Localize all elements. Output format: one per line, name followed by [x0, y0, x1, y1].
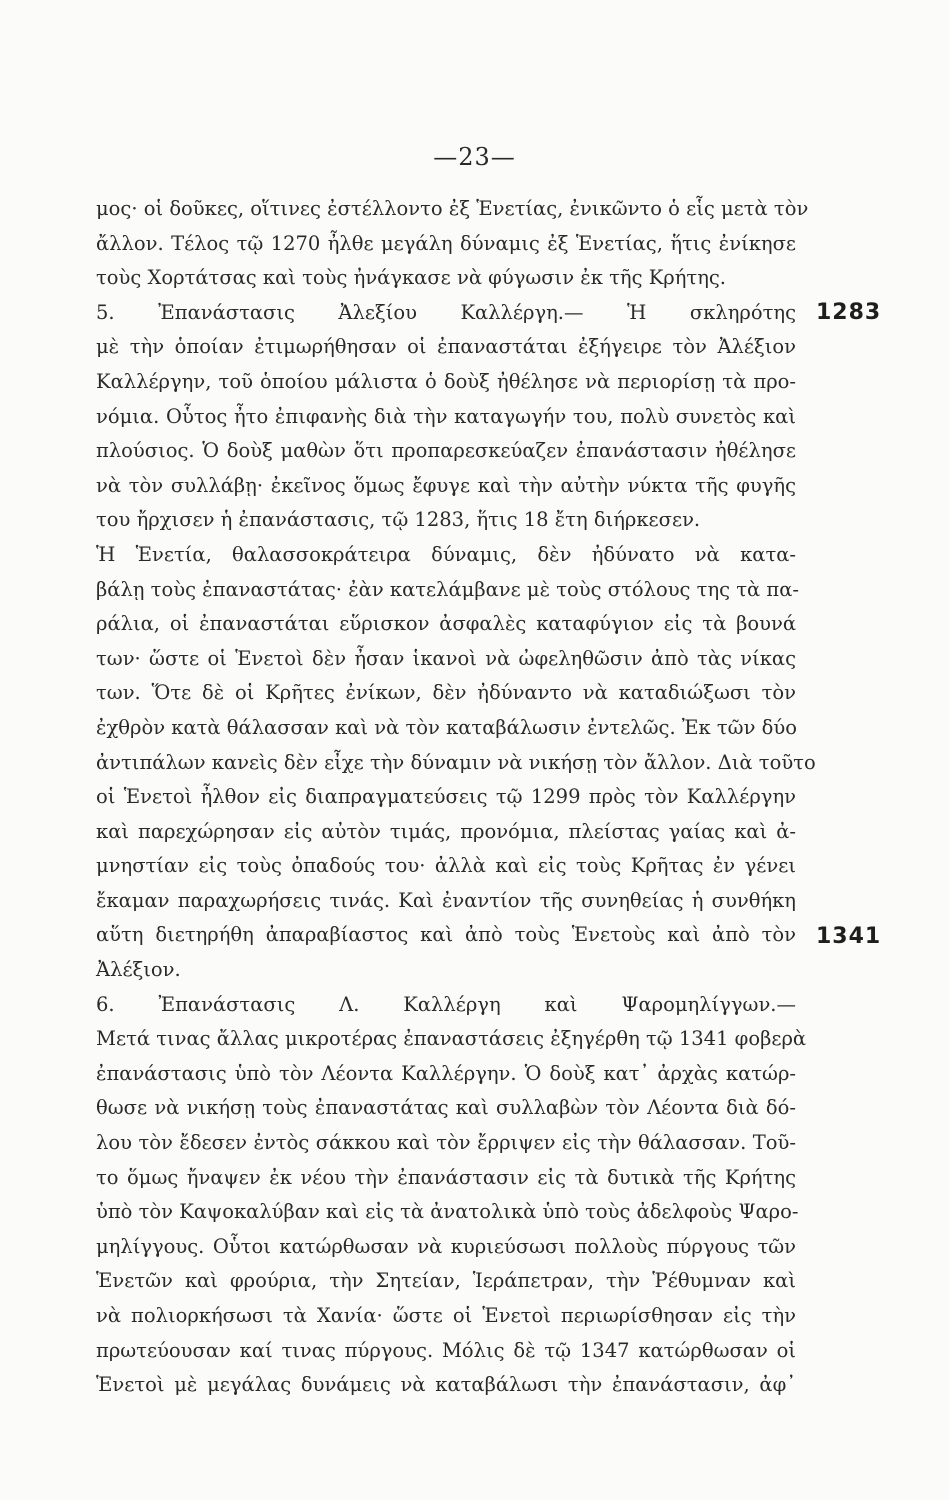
text-line-19: καὶ παρεχώρησαν εἰς αὐτὸν τιμάς, προνόμια, πλείστας γαίας καὶ ἀ-	[96, 819, 796, 843]
margin-year-note: 1283	[816, 300, 882, 325]
text-line-7: νόμια. Οὗτος ἦτο ἐπιφανὴς διὰ τὴν καταγωγήν του, πολὺ συνετὸς καὶ	[96, 404, 796, 428]
text-line-29: το ὅμως ἤναψεν ἐκ νέου τὴν ἐπανάστασιν εἰς τὰ δυτικὰ τῆς Κρήτης	[96, 1165, 796, 1189]
text-line-14: των· ὥστε οἱ Ἑνετοὶ δὲν ἦσαν ἱκανοὶ νὰ ὠφεληθῶσιν ἀπὸ τὰς νίκας	[96, 646, 796, 670]
text-line-25: Μετά τινας ἄλλας μικροτέρας ἐπαναστάσεις ἐξηγέρθη τῷ 1341 φοβερὰ	[96, 1027, 807, 1051]
page-number: —23—	[433, 143, 516, 171]
text-line-10: του ἤρχισεν ἡ ἐπανάστασις, τῷ 1283, ἥτις 18 ἔτη διήρκεσεν.	[96, 508, 701, 532]
text-line-31: μηλίγγους. Οὗτοι κατώρθωσαν νὰ κυριεύσωσι πολλοὺς πύργους τῶν	[96, 1234, 796, 1258]
text-line-27: θωσε νὰ νικήσῃ τοὺς ἐπαναστάτας καὶ συλλαβὼν τὸν Λέοντα διὰ δό-	[96, 1096, 796, 1120]
text-line-8: πλούσιος. Ὁ δοὺξ μαθὼν ὅτι προπαρεσκεύαζεν ἐπανάστασιν ἠθέλησε	[96, 439, 796, 463]
text-line-17: ἀντιπάλων κανεὶς δὲν εἶχε τὴν δύναμιν νὰ νικήσῃ τὸν ἄλλον. Διὰ τοῦτο	[96, 750, 816, 774]
margin-year-note: 1341	[816, 924, 882, 949]
text-line-30: ὑπὸ τὸν Καψοκαλύβαν καὶ εἰς τὰ ἀνατολικὰ ὑπὸ τοὺς ἀδελφοὺς Ψαρο-	[96, 1200, 799, 1224]
text-line-22: αὕτη διετηρήθη ἀπαραβίαστος καὶ ἀπὸ τοὺς Ἑνετοὺς καὶ ἀπὸ τὸν	[96, 923, 796, 947]
text-line-13: ράλια, οἱ ἐπαναστάται εὕρισκον ἀσφαλὲς καταφύγιον εἰς τὰ βουνά	[96, 612, 796, 636]
text-line-26: ἐπανάστασις ὑπὸ τὸν Λέοντα Καλλέργην. Ὁ δοὺξ κατ᾽ ἀρχὰς κατώρ-	[96, 1061, 796, 1085]
text-line-32: Ἑνετῶν καὶ φρούρια, τὴν Σητείαν, Ἱεράπετραν, τὴν Ῥέθυμναν καὶ	[96, 1269, 796, 1293]
text-line-9: νὰ τὸν συλλάβῃ· ἐκεῖνος ὅμως ἔφυγε καὶ τὴν αὐτὴν νύκτα τῆς φυγῆς	[96, 473, 796, 497]
text-line-33: νὰ πολιορκήσωσι τὰ Χανία· ὥστε οἱ Ἑνετοὶ περιωρίσθησαν εἰς τὴν	[96, 1304, 796, 1327]
text-line-6: Καλλέργην, τοῦ ὁποίου μάλιστα ὁ δοὺξ ἠθέλησε νὰ περιορίσῃ τὰ προ-	[96, 369, 796, 393]
section-heading-5: 5. Ἐπανάστασις Ἀλεξίου Καλλέργη.— Ἡ σκληρότης	[96, 300, 796, 324]
text-line-35: Ἑνετοὶ μὲ μεγάλας δυνάμεις νὰ καταβάλωσι τὴν ἐπανάστασιν, ἀφ᾽	[96, 1373, 796, 1397]
text-line-20: μνηστίαν εἰς τοὺς ὀπαδούς του· ἀλλὰ καὶ εἰς τοὺς Κρῆτας ἐν γένει	[96, 854, 796, 878]
text-line-12: βάλῃ τοὺς ἐπαναστάτας· ἐὰν κατελάμβανε μὲ τοὺς στόλους της τὰ πα-	[96, 577, 799, 601]
text-line-15: των. Ὅτε δὲ οἱ Κρῆτες ἐνίκων, δὲν ἠδύναντο νὰ καταδιώξωσι τὸν	[96, 681, 796, 705]
text-line-18: οἱ Ἑνετοὶ ἦλθον εἰς διαπραγματεύσεις τῷ 1299 πρὸς τὸν Καλλέργην	[96, 785, 796, 809]
text-line-16: ἐχθρὸν κατὰ θάλασσαν καὶ νὰ τὸν καταβάλωσιν ἐντελῶς. Ἐκ τῶν δύο	[96, 715, 797, 739]
text-line-23: Ἀλέξιον.	[96, 958, 181, 982]
body-text	[96, 192, 816, 1403]
text-line-21: ἔκαμαν παραχωρήσεις τινάς. Καὶ ἐναντίον τῆς συνηθείας ἡ συνθήκη	[96, 888, 796, 912]
text-line-28: λου τὸν ἔδεσεν ἐντὸς σάκκου καὶ τὸν ἔρριψεν εἰς τὴν θάλασσαν. Τοῦ-	[96, 1131, 796, 1155]
section-heading-6: 6. Ἐπανάστασις Λ. Καλλέργη καὶ Ψαρομηλίγγων.—	[96, 992, 796, 1016]
text-line-34: πρωτεύουσαν καί τινας πύργους. Μόλις δὲ τῷ 1347 κατώρθωσαν οἱ	[96, 1338, 796, 1362]
text-line-3: τοὺς Χορτάτσας καὶ τοὺς ἠνάγκασε νὰ φύγωσιν ἐκ τῆς Κρήτης.	[96, 266, 726, 290]
text-line-5: μὲ τὴν ὁποίαν ἐτιμωρήθησαν οἱ ἐπαναστάται ἐξήγειρε τὸν Ἀλέξιον	[96, 335, 796, 359]
text-line-2: ἄλλον. Τέλος τῷ 1270 ἦλθε μεγάλη δύναμις ἐξ Ἑνετίας, ἥτις ἐνίκησε	[96, 231, 796, 255]
text-line-11: Ἡ Ἑνετία, θαλασσοκράτειρα δύναμις, δὲν ἠδύνατο νὰ κατα-	[96, 542, 796, 566]
text-line-1: μος· οἱ δοῦκες, οἵτινες ἐστέλλοντο ἐξ Ἑνετίας, ἐνικῶντο ὁ εἷς μετὰ τὸν	[96, 197, 809, 220]
